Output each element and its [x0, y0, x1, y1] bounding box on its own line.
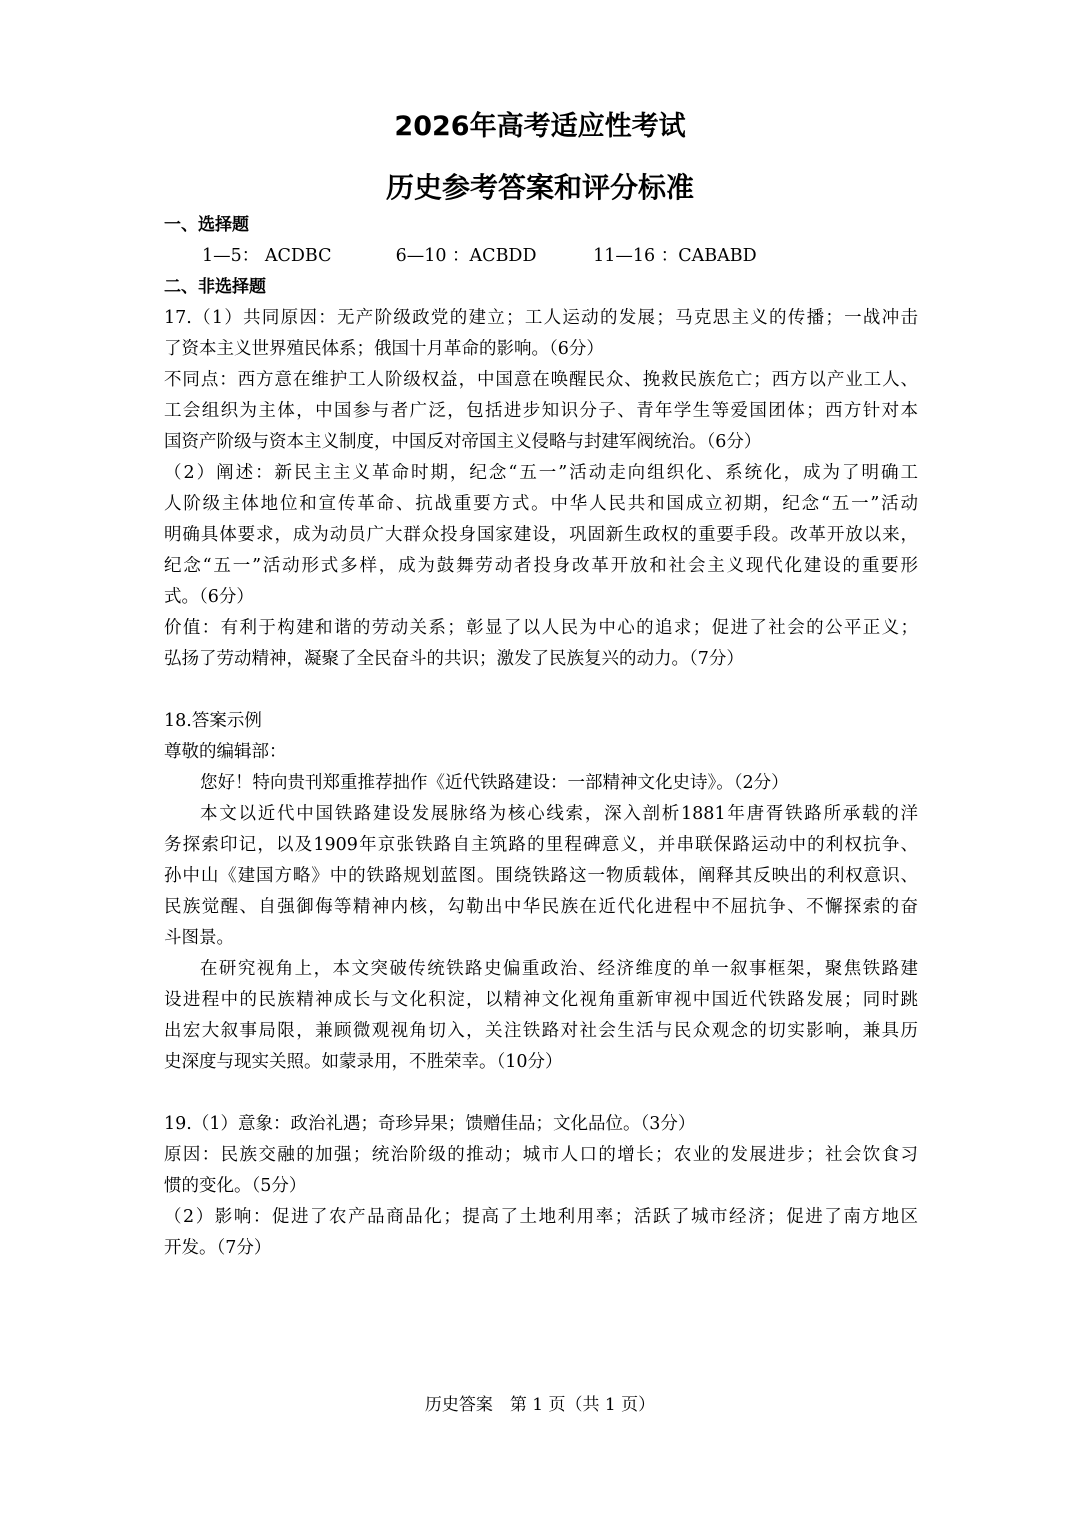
text-line: 了资本主义世界殖民体系；俄国十月革命的影响。（6分） [164, 339, 604, 359]
choice-answers-row [164, 241, 918, 272]
question-18-answer [164, 706, 918, 1078]
text-line: 惯的变化。（5分） [164, 1176, 307, 1196]
text-line: 17.（1）共同原因：无产阶级政党的建立；工人运动的发展；马克思主义的传播；一战冲击 [164, 308, 918, 328]
text-line: 在研究视角上，本文突破传统铁路史偏重政治、经济维度的单一叙事框架，聚焦铁路建 [200, 959, 918, 979]
page-footer: 历史答案 第 1 页（共 1 页） [424, 1395, 656, 1415]
text-line: 弘扬了劳动精神，凝聚了全民奋斗的共识；激发了民族复兴的动力。（7分） [164, 649, 744, 669]
choice-answer-group: 1—5： ACDBC [202, 246, 332, 266]
question-17-answer [164, 303, 918, 675]
text-line: 出宏大叙事局限，兼顾微观视角切入，关注铁路对社会生活与民众观念的切实影响，兼具历 [164, 1021, 918, 1041]
text-line: 不同点：西方意在维护工人阶级权益，中国意在唤醒民众、挽救民族危亡；西方以产业工人、 [164, 370, 918, 390]
exam-title: 2026年高考适应性考试 [394, 111, 686, 142]
text-line: （2）影响：促进了农产品商品化；提高了土地利用率；活跃了城市经济；促进了南方地区 [164, 1207, 918, 1227]
text-line: 本文以近代中国铁路建设发展脉络为核心线索，深入剖析1881年唐胥铁路所承载的洋 [200, 804, 918, 824]
text-line: 明确具体要求，成为动员广大群众投身国家建设，巩固新生政权的重要手段。改革开放以来， [164, 525, 918, 545]
text-line: 18.答案示例 [164, 711, 262, 731]
text-line: （2）阐述：新民主主义革命时期，纪念“五一”活动走向组织化、系统化，成为了明确工 [164, 463, 918, 483]
text-line: 原因：民族交融的加强；统治阶级的推动；城市人口的增长；农业的发展进步；社会饮食习 [164, 1145, 918, 1165]
text-line: 开发。（7分） [164, 1238, 272, 1258]
section-heading-choice: 一、选择题 [164, 215, 249, 235]
text-line: 人阶级主体地位和宣传革命、抗战重要方式。中华人民共和国成立初期，纪念“五一”活动 [164, 494, 918, 514]
text-line: 务探索印记，以及1909年京张铁路自主筑路的里程碑意义，并串联保路运动中的利权抗争、 [164, 835, 918, 855]
text-line: 式。（6分） [164, 587, 254, 607]
text-line: 尊敬的编辑部： [164, 742, 287, 762]
question-19-answer [164, 1109, 918, 1264]
text-line: 价值：有利于构建和谐的劳动关系；彰显了以人民为中心的追求；促进了社会的公平正义； [164, 618, 918, 638]
text-line: 工会组织为主体，中国参与者广泛，包括进步知识分子、青年学生等爱国团体；西方针对本 [164, 401, 918, 421]
answer-content [164, 210, 918, 1264]
text-line: 纪念“五一”活动形式多样，成为鼓舞劳动者投身改革开放和社会主义现代化建设的重要形 [164, 556, 918, 576]
text-line: 民族觉醒、自强御侮等精神内核，勾勒出中华民族在近代化进程中不屈抗争、不懈探索的奋 [164, 897, 918, 917]
text-line: 斗图景。 [164, 928, 234, 948]
exam-subtitle: 历史参考答案和评分标准 [385, 171, 694, 204]
text-line: 您好！特向贵刊郑重推荐拙作《近代铁路建设：一部精神文化史诗》。（2分） [200, 773, 789, 793]
choice-answer-group: 6—10 ：ACBDD [395, 246, 537, 266]
text-line: 设进程中的民族精神成长与文化积淀，以精神文化视角重新审视中国近代铁路发展；同时跳 [164, 990, 918, 1010]
text-line: 孙中山《建国方略》中的铁路规划蓝图。围绕铁路这一物质载体，阐释其反映出的利权意识、 [164, 866, 918, 886]
text-line: 国资产阶级与资本主义制度，中国反对帝国主义侵略与封建军阀统治。（6分） [164, 432, 762, 452]
choice-answer-group: 11—16 ：CABABD [593, 246, 757, 266]
text-line: 史深度与现实关照。如蒙录用，不胜荣幸。（10分） [164, 1052, 563, 1072]
text-line: 19.（1）意象：政治礼遇；奇珍异果；馈赠佳品；文化品位。（3分） [164, 1114, 696, 1134]
section-heading-nonchoice: 二、非选择题 [164, 277, 266, 297]
